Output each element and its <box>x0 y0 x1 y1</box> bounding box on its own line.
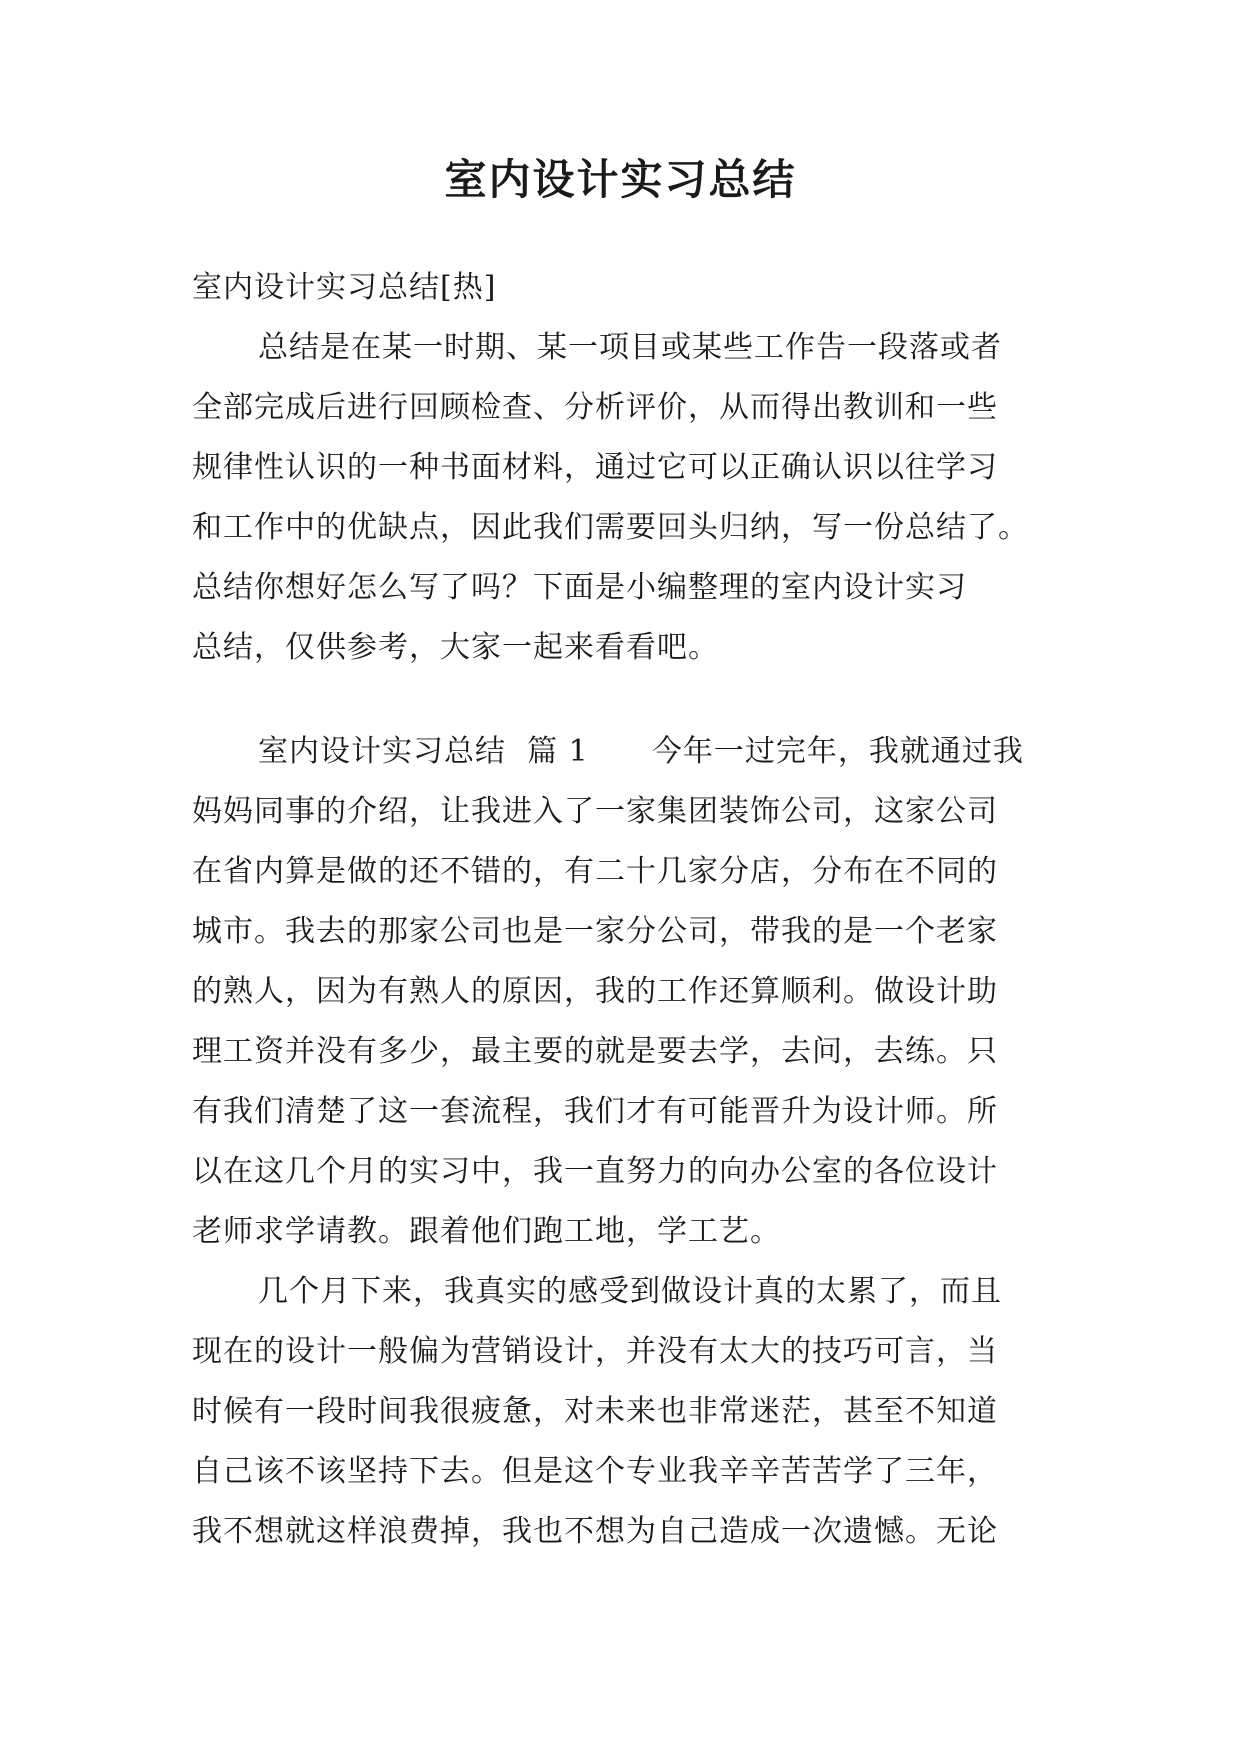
paragraph-line: 自己该不该坚持下去。但是这个专业我辛辛苦苦学了三年， <box>192 1454 998 1489</box>
paragraph-line: 老师求学请教。跟着他们跑工地，学工艺。 <box>192 1214 781 1249</box>
paragraph-line: 理工资并没有多少，最主要的就是要去学，去问，去练。只 <box>192 1034 998 1069</box>
paragraph-line: 总结，仅供参考，大家一起来看看吧。 <box>192 630 719 665</box>
paragraph-gap <box>192 678 1052 722</box>
paragraph-line: 有我们清楚了这一套流程，我们才有可能晋升为设计师。所 <box>192 1094 998 1129</box>
section-2-paragraph <box>192 1262 1052 1562</box>
paragraph-line: 的熟人，因为有熟人的原因，我的工作还算顺利。做设计助 <box>192 974 998 1009</box>
paragraph-line: 总结是在某一时期、某一项目或某些工作告一段落或者 <box>258 330 1002 365</box>
paragraph-line: 我不想就这样浪费掉，我也不想为自己造成一次遗憾。无论 <box>192 1514 998 1549</box>
document-title: 室内设计实习总结 <box>444 155 797 204</box>
paragraph-line: 妈妈同事的介绍，让我进入了一家集团装饰公司，这家公司 <box>192 794 998 829</box>
paragraph-line: 城市。我去的那家公司也是一家分公司，带我的是一个老家 <box>192 914 998 949</box>
paragraph-line: 现在的设计一般偏为营销设计，并没有太大的技巧可言，当 <box>192 1334 998 1369</box>
paragraph-line: 总结你想好怎么写了吗？下面是小编整理的室内设计实习 <box>192 570 967 605</box>
section-1-paragraph <box>192 722 1052 1262</box>
paragraph-line: 室内设计实习总结 篇 1 今年一过完年，我就通过我 <box>258 734 1024 769</box>
paragraph-line: 时候有一段时间我很疲惫，对未来也非常迷茫，甚至不知道 <box>192 1394 998 1429</box>
paragraph-line: 全部完成后进行回顾检查、分析评价，从而得出教训和一些 <box>192 390 998 425</box>
paragraph-line: 几个月下来，我真实的感受到做设计真的太累了，而且 <box>258 1274 1002 1309</box>
document-subtitle: 室内设计实习总结[热] <box>192 270 497 305</box>
paragraph-line: 和工作中的优缺点，因此我们需要回头归纳，写一份总结了。 <box>192 510 1029 545</box>
paragraph-line: 在省内算是做的还不错的，有二十几家分店，分布在不同的 <box>192 854 998 889</box>
paragraph-line: 以在这几个月的实习中，我一直努力的向办公室的各位设计 <box>192 1154 998 1189</box>
intro-paragraph <box>192 318 1052 678</box>
paragraph-line: 规律性认识的一种书面材料，通过它可以正确认识以往学习 <box>192 450 998 485</box>
document-body <box>192 258 1052 1562</box>
